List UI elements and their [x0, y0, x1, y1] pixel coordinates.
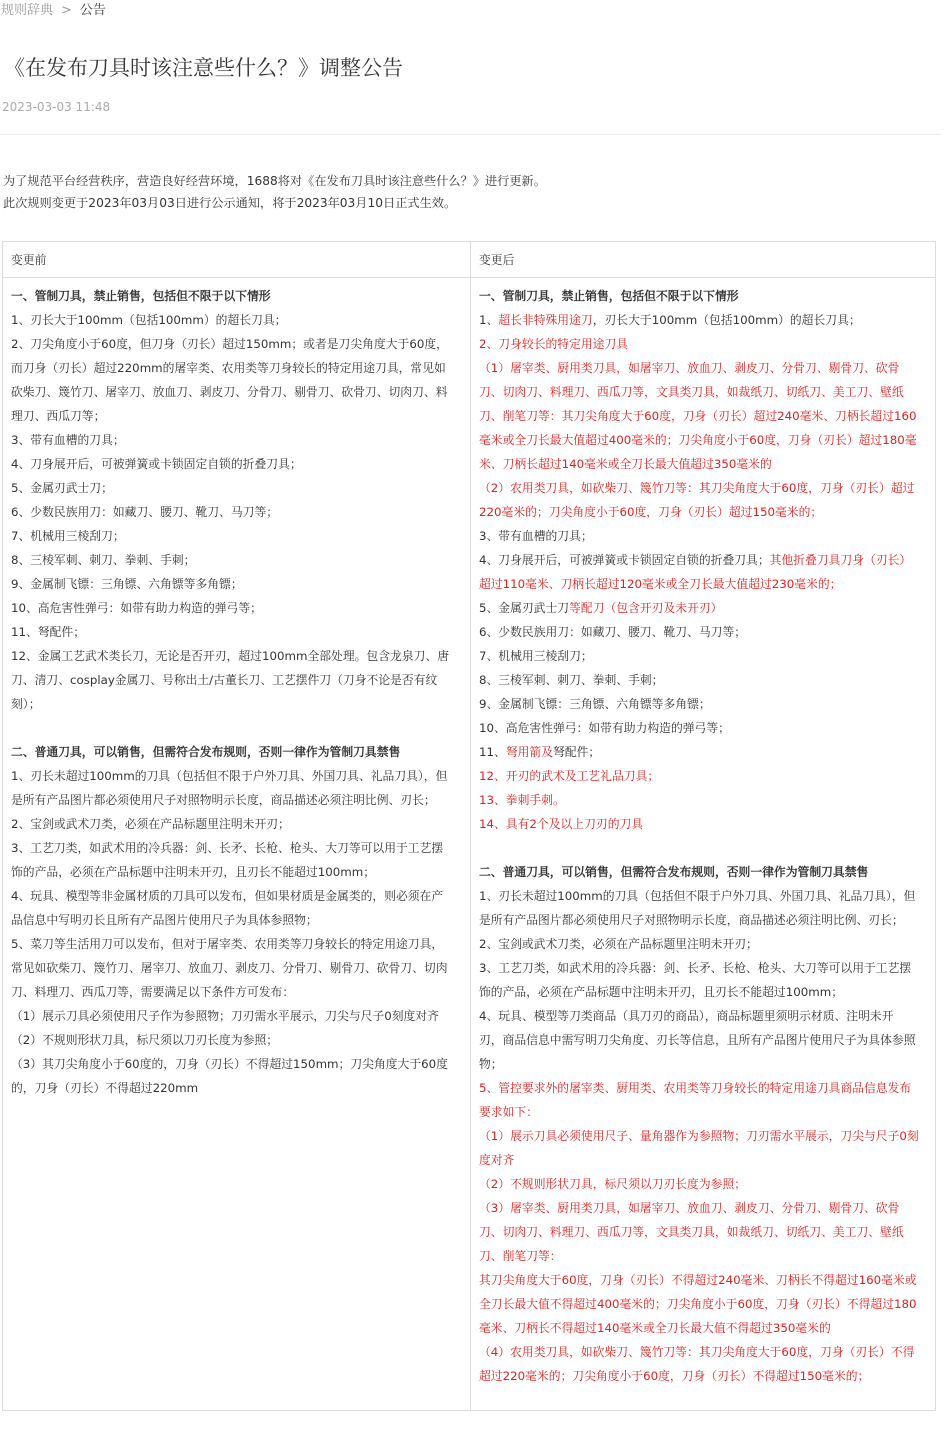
rule-line: 3、工艺刀类，如武术用的冷兵器：剑、长矛、长枪、枪头、大刀等可以用于工艺摆 [11, 841, 444, 855]
breadcrumb-current: 公告 [79, 3, 106, 18]
rule-line: 2、宝剑或武术刀类，必须在产品标题里注明未开刃； [11, 817, 290, 831]
rule-line: 饰的产品，必须在产品标题中注明未开刃，且刃长不能超过100mm； [479, 985, 844, 999]
rule-text: 弩配件； [553, 745, 601, 759]
header-before: 变更前 [11, 253, 47, 267]
column-divider [470, 242, 471, 1410]
rule-line: 是所有产品图片都必须使用尺子对照物明示长度，商品描述必须注明比例、刃长； [11, 793, 436, 807]
header-divider [0, 134, 942, 135]
breadcrumb [1, 2, 106, 20]
changed-line: 毫米或全刀长最大值超过400毫米的；刀尖角度小于60度，刀身（刃长）超过180毫 [479, 433, 917, 447]
rule-line: 4、刀身展开后，可被弹簧或卡锁固定自锁的折叠刀具； [11, 457, 302, 471]
rule-line: 7、机械用三棱刮刀； [479, 649, 593, 663]
rule-line: 10、高危害性弹弓：如带有助力构造的弹弓等； [479, 721, 730, 735]
changed-line: （3）屠宰类、厨用类刀具，如屠宰刀、放血刀、剥皮刀、分骨刀、剔骨刀、砍骨 [479, 1201, 900, 1215]
changed-line: 14、具有2个及以上刀刃的刀具 [479, 817, 644, 831]
rule-line: 刃，商品信息中需写明刀尖角度、刃长等信息，且所有产品图片使用尺子为具体参照 [479, 1033, 916, 1047]
rule-line: 4、玩具、模型等刀类商品（具刀刃的商品），商品标题里须明示材质、注明未开 [479, 1009, 894, 1023]
rule-line: 8、三棱军刺、刺刀、拳刺、手刺； [479, 673, 664, 687]
rule-line: 8、三棱军刺、刺刀、拳刺、手刺； [11, 553, 196, 567]
rule-line: 1、刃长大于100mm（包括100mm）的超长刀具； [11, 313, 287, 327]
changed-line: 度对齐 [479, 1153, 515, 1167]
publish-date: 2023-03-03 11:48 [2, 100, 111, 114]
changed-line: 全刀长最大值不得超过400毫米的；刀尖角度小于60度，刀身（刃长）不得超过180 [479, 1297, 917, 1311]
rule-line [479, 548, 926, 572]
changed-line: 刀、削笔刀等： [479, 1249, 562, 1263]
changed-line: 刀、削笔刀等：其刀尖角度大于60度，刀身（刃长）超过240毫米、刀柄长超过160 [479, 409, 917, 423]
changed-line: 超过110毫米、刀柄长超过120毫米或全刀长最大值超过230毫米的； [479, 577, 842, 591]
rule-line: 3、工艺刀类，如武术用的冷兵器：剑、长矛、长枪、枪头、大刀等可以用于工艺摆 [479, 961, 912, 975]
rule-line: 刀、料理刀、西瓜刀等，需要满足以下条件方可发布： [11, 985, 295, 999]
changed-line: 毫米、刀柄长不得超过140毫米或全刀长最大值不得超过350毫米的 [479, 1321, 831, 1335]
rule-line: 10、高危害性弹弓：如带有助力构造的弹弓等； [11, 601, 262, 615]
changed-text: 弩用箭及 [505, 745, 554, 759]
rule-line: 物； [479, 1057, 503, 1071]
rule-line: 而刀身（刃长）超过220mm的屠宰类、农用类等刀身较长的特定用途刀具，常见如 [11, 361, 446, 375]
rule-line: 2、刀尖角度小于60度，但刀身（刃长）超过150mm；或者是刀尖角度大于60度， [11, 337, 448, 351]
changed-line: 其刀尖角度大于60度，刀身（刃长）不得超过240毫米、刀柄长不得超过160毫米或 [479, 1273, 917, 1287]
blank-line [11, 716, 461, 740]
blank-line [479, 836, 926, 860]
breadcrumb-root-link[interactable]: 规则辞典 [1, 3, 54, 18]
rule-line: 1、刃长未超过100mm的刀具（包括但不限于户外刀具、外国刀具、礼品刀具），但 [479, 889, 916, 903]
rule-line: 11、弩配件； [11, 625, 85, 639]
changed-line: 要求如下： [479, 1105, 538, 1119]
rule-line: 1、刃长未超过100mm的刀具（包括但不限于户外刀具、外国刀具、礼品刀具），但 [11, 769, 448, 783]
changed-text: 等配刀（包含开刃及未开刃） [569, 601, 723, 615]
changed-line: （2）不规则形状刀具，标尺须以刀刃长度为参照； [479, 1177, 747, 1191]
page-title: 《在发布刀具时该注意些什么？》调整公告 [4, 56, 403, 80]
rule-line: 刀、清刀、cosplay金属刀、号称出土/古董长刀、工艺摆件刀（刀身不论是否有纹 [11, 673, 438, 687]
rule-line: 品信息中写明刃长且所有产品图片使用尺子为具体参照物； [11, 913, 318, 927]
rule-text: 5、金属刃武士刀 [479, 601, 570, 615]
intro-line: 为了规范平台经营秩序，营造良好经营环境，1688将对《在发布刀具时该注意些什么？》进行更新。 [3, 174, 546, 188]
rule-text: ，刃长大于100mm（包括100mm）的超长刀具； [592, 313, 861, 327]
breadcrumb-separator: > [61, 3, 72, 18]
section-heading: 二、普通刀具，可以销售，但需符合发布规则，否则一律作为管制刀具禁售 [479, 865, 869, 879]
changed-line: （4）农用类刀具，如砍柴刀、篾竹刀等：其刀尖角度大于60度，刀身（刃长）不得 [479, 1345, 915, 1359]
rule-number: 11、 [479, 745, 506, 759]
rule-line [479, 596, 926, 620]
changed-line: 13、拳刺手刺。 [479, 793, 565, 807]
rule-line: 6、少数民族用刀：如藏刀、腰刀、靴刀、马刀等； [11, 505, 279, 519]
rule-line: 7、机械用三棱刮刀； [11, 529, 125, 543]
header-row-divider [3, 277, 935, 278]
rule-line: （3）其刀尖角度小于60度的，刀身（刃长）不得超过150mm；刀尖角度大于60度 [11, 1057, 448, 1071]
rule-line: 9、金属制飞镖：三角镖、六角镖等多角镖； [11, 577, 243, 591]
changed-line: 刀、切肉刀、料理刀、西瓜刀等，文具类刀具，如裁纸刀、切纸刀、美工刀、壁纸 [479, 1225, 904, 1239]
comparison-table [2, 241, 936, 1411]
rule-line: 9、金属制飞镖：三角镖、六角镖等多角镖； [479, 697, 711, 711]
rule-line: 2、宝剑或武术刀类，必须在产品标题里注明未开刃； [479, 937, 758, 951]
rule-line: 饰的产品，必须在产品标题中注明未开刃，且刃长不能超过100mm； [11, 865, 376, 879]
rule-line: 6、少数民族用刀：如藏刀、腰刀、靴刀、马刀等； [479, 625, 747, 639]
changed-line: 12、开刃的武术及工艺礼品刀具； [479, 769, 660, 783]
changed-line: （2）农用类刀具，如砍柴刀、篾竹刀等：其刀尖角度大于60度，刀身（刃长）超过 [479, 481, 915, 495]
rule-line: 理刀、西瓜刀等； [11, 409, 106, 423]
header-after: 变更后 [479, 253, 515, 267]
rule-line [479, 740, 926, 764]
rule-line: 的，刀身（刃长）不得超过220mm [11, 1081, 199, 1095]
rule-line: 刻）； [11, 697, 41, 711]
section-heading: 一、管制刀具，禁止销售，包括但不限于以下情形 [11, 289, 271, 303]
rule-line: 砍柴刀、篾竹刀、屠宰刀、放血刀、剥皮刀、分骨刀、剔骨刀、砍骨刀、切肉刀、料 [11, 385, 448, 399]
changed-text: 其他折叠刀具刀身（刃长） [769, 553, 912, 567]
before-column [11, 284, 461, 1100]
rule-line: 5、金属刃武士刀； [11, 481, 113, 495]
rule-line [479, 308, 926, 332]
rule-text: 4、刀身展开后，可被弹簧或卡锁固定自锁的折叠刀具； [479, 553, 770, 567]
rule-line: （2）不规则形状刀具，标尺须以刀刃长度为参照； [11, 1033, 279, 1047]
rule-number: 1、 [479, 313, 499, 327]
changed-line: 2、刀身较长的特定用途刀具 [479, 337, 629, 351]
rule-line: 5、菜刀等生活用刀可以发布，但对于屠宰类、农用类等刀身较长的特定用途刀具， [11, 937, 444, 951]
section-heading: 二、普通刀具，可以销售，但需符合发布规则，否则一律作为管制刀具禁售 [11, 745, 401, 759]
rule-line: 是所有产品图片都必须使用尺子对照物明示长度，商品描述必须注明比例、刃长； [479, 913, 904, 927]
changed-line: （1）屠宰类、厨用类刀具，如屠宰刀、放血刀、剥皮刀、分骨刀、剔骨刀、砍骨 [479, 361, 900, 375]
rule-line: 4、玩具、模型等非金属材质的刀具可以发布，但如果材质是金属类的，则必须在产 [11, 889, 444, 903]
section-heading: 一、管制刀具，禁止销售，包括但不限于以下情形 [479, 289, 739, 303]
changed-text: 超长非特殊用途刀 [498, 313, 593, 327]
rule-line: 常见如砍柴刀、篾竹刀、屠宰刀、放血刀、剥皮刀、分骨刀、剔骨刀、砍骨刀、切肉 [11, 961, 448, 975]
changed-line: 超过220毫米的；刀尖角度小于60度，刀身（刃长）不得超过150毫米的； [479, 1369, 870, 1383]
changed-line: 5、管控要求外的屠宰类、厨用类、农用类等刀身较长的特定用途刀具商品信息发布 [479, 1081, 912, 1095]
changed-line: 刀、切肉刀、料理刀、西瓜刀等，文具类刀具，如裁纸刀、切纸刀、美工刀、壁纸 [479, 385, 904, 399]
rule-line: 12、金属工艺武术类长刀，无论是否开刃，超过100mm全部处理。包含龙泉刀、唐 [11, 649, 450, 663]
rule-line: 3、带有血槽的刀具； [11, 433, 125, 447]
rule-line: （1）展示刀具必须使用尺子作为参照物；刀刃需水平展示，刀尖与尺子0刻度对齐 [11, 1009, 439, 1023]
changed-line: （1）展示刀具必须使用尺子、量角器作为参照物；刀刃需水平展示，刀尖与尺子0刻 [479, 1129, 919, 1143]
intro-line: 此次规则变更于2023年03月03日进行公示通知，将于2023年03月10日正式生效。 [3, 196, 457, 210]
rule-line: 3、带有血槽的刀具； [479, 529, 593, 543]
intro-text [3, 170, 938, 214]
after-column [479, 284, 926, 1388]
changed-line: 220毫米的；刀尖角度小于60度，刀身（刃长）超过150毫米的； [479, 505, 823, 519]
changed-line: 米、刀柄长超过140毫米或全刀长最大值超过350毫米的 [479, 457, 772, 471]
